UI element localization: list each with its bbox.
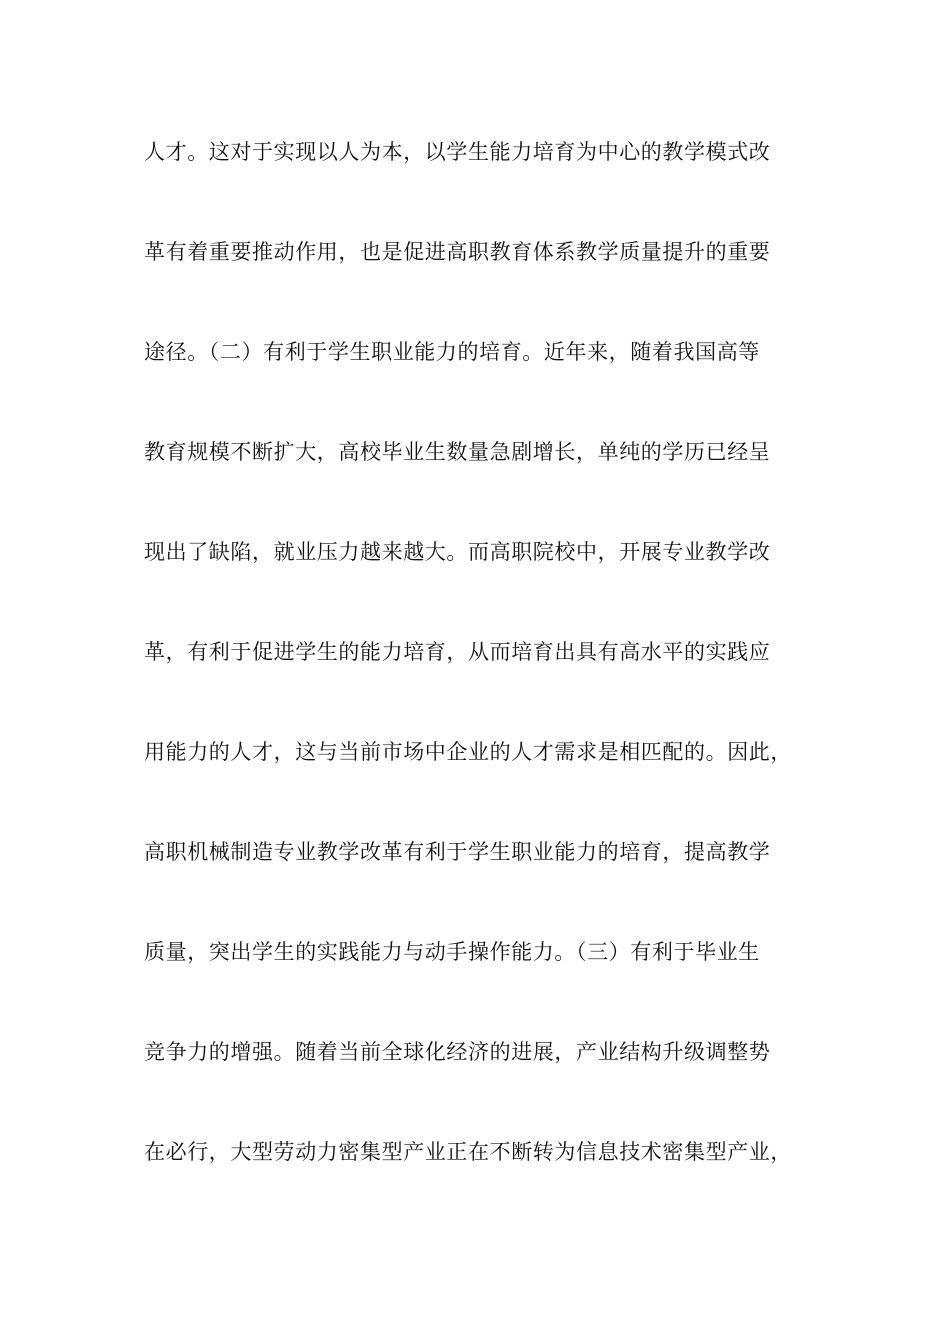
text-line: 在必行，大型劳动力密集型产业正在不断转为信息技术密集型产业， (144, 1140, 792, 1164)
text-line: 现出了缺陷，就业压力越来越大。而高职院校中，开展专业教学改 (144, 540, 771, 564)
text-line: 高职机械制造专业教学改革有利于学生职业能力的培育，提高教学 (144, 840, 771, 864)
text-line: 人才。这对于实现以人为本，以学生能力培育为中心的教学模式改 (144, 140, 771, 164)
text-line: 竞争力的增强。随着当前全球化经济的进展，产业结构升级调整势 (144, 1040, 771, 1064)
text-line: 革有着重要推动作用，也是促进高职教育体系教学质量提升的重要 (144, 240, 771, 264)
text-line: 教育规模不断扩大，高校毕业生数量急剧增长，单纯的学历已经呈 (144, 440, 771, 464)
text-line: 革，有利于促进学生的能力培育，从而培育出具有高水平的实践应 (144, 640, 771, 664)
text-line: 用能力的人才，这与当前市场中企业的人才需求是相匹配的。因此， (144, 740, 792, 764)
text-line: 质量，突出学生的实践能力与动手操作能力。（三）有利于毕业生 (144, 940, 760, 964)
text-line: 途径。（二）有利于学生职业能力的培育。近年来，随着我国高等 (144, 340, 760, 364)
body-text (144, 130, 834, 1230)
